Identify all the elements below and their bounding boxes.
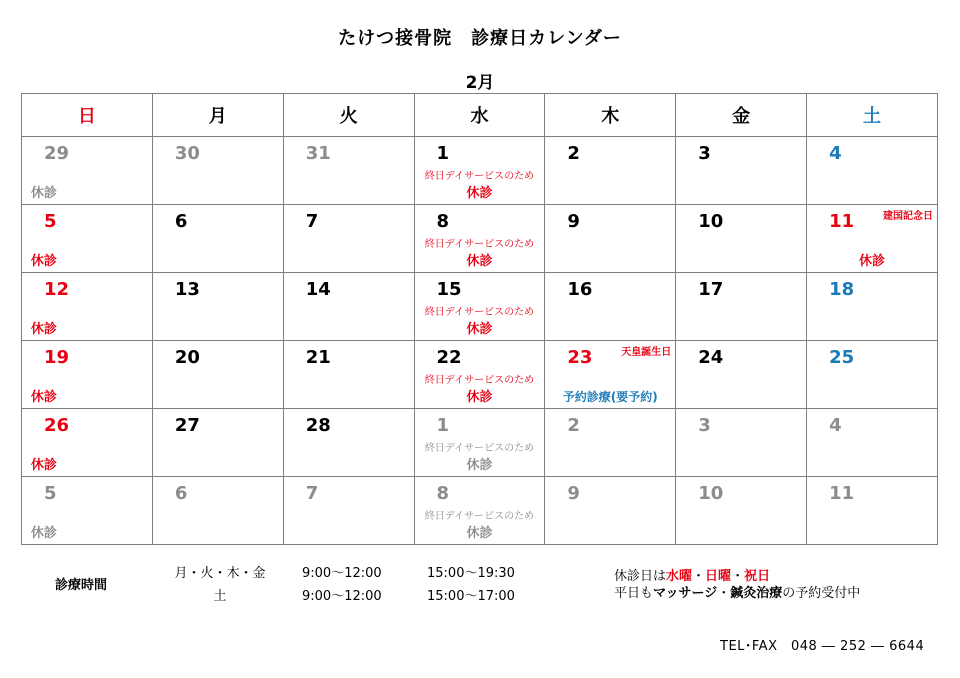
day-number: 15 — [436, 279, 462, 300]
day-cell — [283, 341, 414, 409]
holiday-name: 天皇誕生日 — [621, 347, 672, 358]
weekday-header: 火 — [283, 94, 414, 137]
day-number: 8 — [436, 483, 450, 504]
hours-afternoon: 15:00～19:30 — [427, 566, 515, 581]
notice-separator: ・ — [692, 569, 706, 584]
day-cell — [414, 341, 545, 409]
day-cell — [152, 409, 283, 477]
day-number: 18 — [829, 279, 855, 300]
day-number: 20 — [174, 347, 200, 368]
notice-wednesday: 水曜 — [666, 569, 693, 584]
day-number: 30 — [174, 143, 200, 164]
day-cell — [152, 205, 283, 273]
day-cell — [283, 273, 414, 341]
day-number: 14 — [305, 279, 331, 300]
notice-holiday: 祝日 — [744, 569, 771, 584]
week-row — [22, 409, 938, 477]
day-number: 10 — [698, 483, 724, 504]
day-number: 29 — [44, 143, 70, 164]
day-service-note: 終日デイサービスのため — [424, 307, 535, 318]
calendar-table — [21, 93, 938, 545]
day-cell — [414, 477, 545, 545]
day-cell — [676, 477, 807, 545]
notice-text: の予約受付中 — [782, 586, 861, 601]
closed-label: 休診 — [30, 526, 57, 541]
weekday-header: 日 — [22, 94, 153, 137]
day-service-note: 終日デイサービスのため — [424, 443, 535, 454]
day-number: 23 — [567, 347, 593, 368]
closed-label: 休診 — [466, 390, 493, 405]
day-number: 16 — [567, 279, 593, 300]
day-number: 1 — [436, 415, 450, 436]
hours-afternoon: 15:00～17:00 — [427, 589, 515, 604]
day-number: 24 — [698, 347, 724, 368]
day-cell — [807, 205, 938, 273]
reservation-notice — [614, 582, 860, 601]
day-cell — [152, 273, 283, 341]
day-number: 21 — [305, 347, 331, 368]
day-cell — [283, 477, 414, 545]
day-number: 10 — [698, 211, 724, 232]
day-number: 31 — [305, 143, 331, 164]
day-number: 3 — [698, 415, 711, 436]
closed-label: 休診 — [30, 390, 57, 405]
day-number: 6 — [174, 483, 188, 504]
notice-text: 休診日は — [614, 569, 667, 584]
day-cell — [545, 409, 676, 477]
week-row — [22, 273, 938, 341]
closed-label: 休診 — [466, 458, 493, 473]
hours-label: 診療時間 — [55, 578, 108, 593]
closed-label: 休診 — [466, 322, 493, 337]
day-cell — [676, 273, 807, 341]
day-cell — [152, 477, 283, 545]
day-cell — [545, 137, 676, 205]
week-row — [22, 341, 938, 409]
notice-text: 平日も — [614, 586, 654, 601]
day-number: 2 — [567, 143, 580, 164]
notice-massage: マッサージ — [653, 586, 718, 601]
notice-sunday: 日曜 — [705, 569, 732, 584]
day-number: 11 — [829, 211, 855, 232]
day-cell — [22, 409, 153, 477]
day-service-note: 終日デイサービスのため — [424, 375, 535, 386]
notice-acupuncture: 鍼灸治療 — [730, 586, 783, 601]
day-number: 1 — [436, 143, 450, 164]
day-cell — [283, 137, 414, 205]
day-number: 22 — [436, 347, 462, 368]
day-number: 11 — [829, 483, 855, 504]
closed-label: 休診 — [859, 254, 886, 269]
weekday-header: 水 — [414, 94, 545, 137]
day-cell — [676, 409, 807, 477]
weekday-header: 木 — [545, 94, 676, 137]
day-number: 17 — [698, 279, 724, 300]
day-cell — [414, 409, 545, 477]
day-cell — [414, 273, 545, 341]
calendar-body — [22, 137, 938, 545]
week-row — [22, 137, 938, 205]
weekday-header: 金 — [676, 94, 807, 137]
day-number: 4 — [829, 143, 842, 164]
hours-row-saturday — [0, 585, 600, 603]
day-service-note: 終日デイサービスのため — [424, 171, 535, 182]
day-number: 4 — [829, 415, 842, 436]
day-cell — [22, 477, 153, 545]
week-row — [22, 477, 938, 545]
hours-morning: 9:00～12:00 — [302, 589, 382, 604]
closed-label: 休診 — [30, 322, 57, 337]
day-cell — [545, 205, 676, 273]
day-number: 28 — [305, 415, 331, 436]
day-cell — [22, 137, 153, 205]
day-number: 27 — [174, 415, 200, 436]
day-service-note: 終日デイサービスのため — [424, 239, 535, 250]
page-title: たけつ接骨院 診療日カレンダー — [338, 28, 622, 49]
day-cell — [676, 341, 807, 409]
day-number: 19 — [44, 347, 70, 368]
day-cell — [152, 137, 283, 205]
day-number: 8 — [436, 211, 450, 232]
day-number: 25 — [829, 347, 855, 368]
weekday-header: 月 — [152, 94, 283, 137]
day-number: 2 — [567, 415, 580, 436]
day-cell — [807, 409, 938, 477]
day-number: 9 — [567, 483, 580, 504]
day-number: 7 — [305, 211, 319, 232]
day-cell — [414, 205, 545, 273]
day-cell — [807, 477, 938, 545]
day-cell — [283, 409, 414, 477]
day-cell — [283, 205, 414, 273]
day-cell — [545, 273, 676, 341]
closed-label: 休診 — [466, 526, 493, 541]
hours-days: 土 — [213, 589, 227, 604]
weekday-header-row — [22, 94, 938, 137]
closed-label: 休診 — [30, 254, 57, 269]
closed-label: 休診 — [30, 186, 57, 201]
day-cell — [807, 341, 938, 409]
day-number: 3 — [698, 143, 711, 164]
hours-row-weekday — [0, 562, 600, 580]
hours-days: 月・火・木・金 — [174, 566, 266, 581]
notice-separator: ・ — [731, 569, 745, 584]
closed-label: 休診 — [466, 254, 493, 269]
day-number: 5 — [44, 211, 57, 232]
closed-label: 休診 — [30, 458, 57, 473]
hours-morning: 9:00～12:00 — [302, 566, 382, 581]
day-cell — [676, 137, 807, 205]
day-number: 12 — [44, 279, 70, 300]
day-number: 9 — [567, 211, 580, 232]
day-cell — [807, 137, 938, 205]
tel-fax: TEL･FAX 048 ― 252 ― 6644 — [720, 639, 925, 654]
day-cell — [545, 341, 676, 409]
notice-separator: ・ — [717, 586, 731, 601]
day-cell — [22, 341, 153, 409]
day-number: 7 — [305, 483, 319, 504]
day-cell — [22, 205, 153, 273]
day-cell — [152, 341, 283, 409]
day-number: 13 — [174, 279, 200, 300]
holiday-name: 建国記念日 — [883, 211, 933, 222]
day-service-note: 終日デイサービスのため — [424, 511, 535, 522]
month-label: 2月 — [465, 73, 495, 93]
day-cell — [676, 205, 807, 273]
reservation-label: 予約診療(要予約) — [562, 390, 658, 404]
week-row — [22, 205, 938, 273]
day-cell — [807, 273, 938, 341]
weekday-header: 土 — [807, 94, 938, 137]
day-number: 26 — [44, 415, 70, 436]
day-cell — [22, 273, 153, 341]
day-number: 6 — [174, 211, 188, 232]
day-cell — [414, 137, 545, 205]
day-number: 5 — [44, 483, 57, 504]
day-cell — [545, 477, 676, 545]
closed-label: 休診 — [466, 186, 493, 201]
